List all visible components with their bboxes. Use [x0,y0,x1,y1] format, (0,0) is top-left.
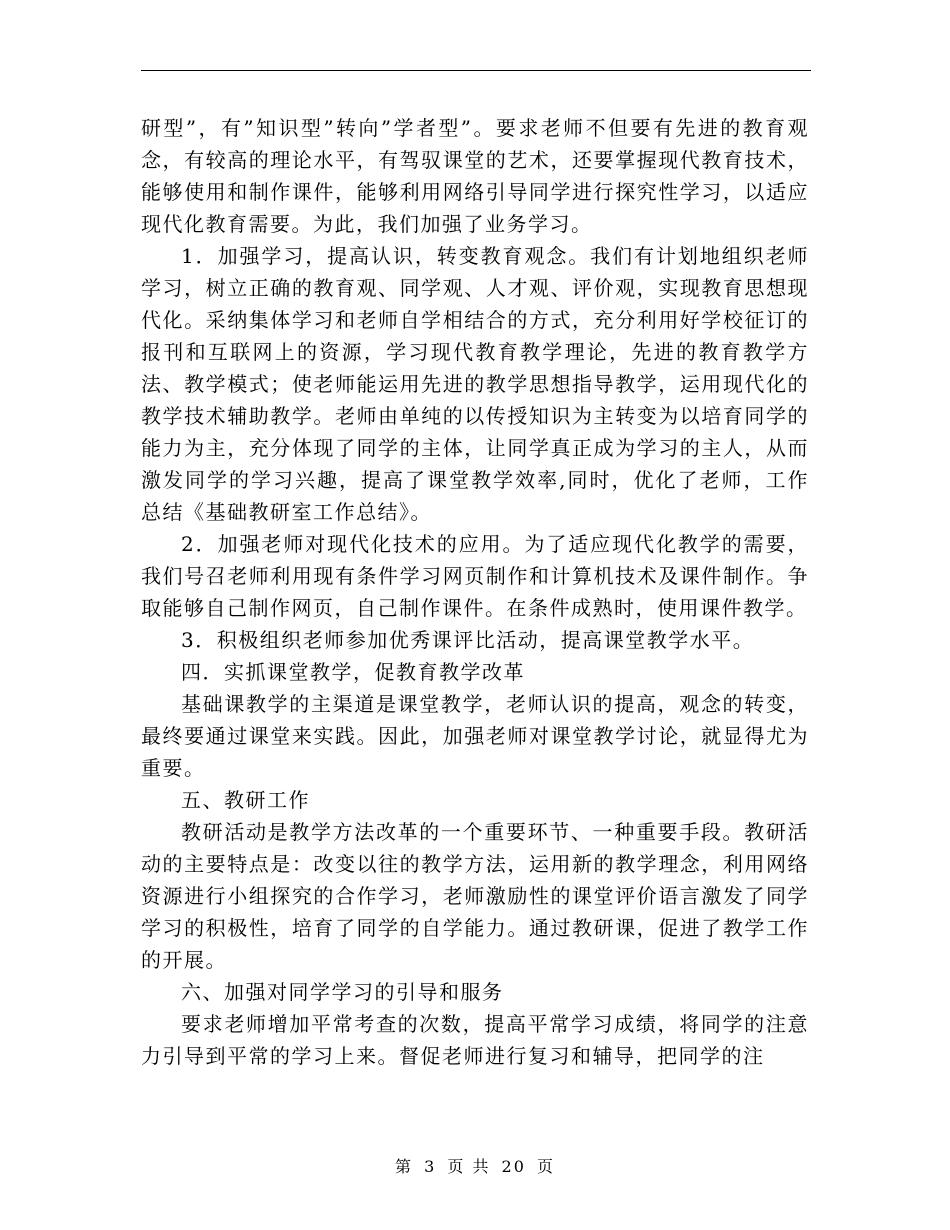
page-suffix: 页 [537,1157,556,1176]
paragraph-continuation: 研型”，有”知识型”转向”学者型”。要求老师不但要有先进的教育观念，有较高的理论水平，有驾驭课堂的艺术，还要掌握现代教育技术，能够使用和制作课件，能够利用网络引导同学进行探究性学习，以适应现代化教育需要。为此，我们加强了业务学习。 [141,116,809,236]
page-number: 3 [424,1157,437,1176]
paragraph-section-5: 教研活动是教学方法改革的一个重要环节、一种重要手段。教研活动的主要特点是：改变以往的教学方法，运用新的教学理念，利用网络资源进行小组探究的合作学习，老师激励性的课堂评价语言激发了同学学习的积极性，培育了同学的自学能力。通过教研课，促进了教学工作的开展。 [141,820,809,972]
paragraph-section-4: 基础课教学的主渠道是课堂教学，老师认识的提高，观念的转变，最终要通过课堂来实践。因此，加强老师对课堂教学讨论，就显得尤为重要。 [141,692,809,780]
paragraph-item-3: 3．积极组织老师参加优秀课评比活动，提高课堂教学水平。 [181,628,755,652]
paragraph-section-6: 要求老师增加平常考查的次数，提高平常学习成绩，将同学的注意力引导到平常的学习上来。督促老师进行复习和辅导，把同学的注 [141,1012,809,1068]
document-body [141,112,809,1072]
header-rule [141,70,811,71]
section-heading-6: 六、加强对同学学习的引导和服务 [181,980,504,1004]
page-footer [0,1154,950,1177]
page-total: 20 [501,1157,526,1176]
section-heading-4: 四．实抓课堂教学，促教育教学改革 [181,660,525,684]
section-heading-5: 五、教研工作 [181,788,310,812]
paragraph-item-2: 2．加强老师对现代化技术的应用。为了适应现代化教学的需要，我们号召老师利用现有条件学习网页制作和计算机技术及课件制作。争取能够自己制作网页，自己制作课件。在条件成熟时，使用课件教学。 [141,532,809,620]
page-prefix: 第 [394,1157,413,1176]
page-middle: 页 共 [447,1157,491,1176]
paragraph-item-1: 1．加强学习，提高认识，转变教育观念。我们有计划地组织老师学习，树立正确的教育观、同学观、人才观、评价观，实现教育思想现代化。采纳集体学习和老师自学相结合的方式，充分利用好学校征订的报刊和互联网上的资源，学习现代教育教学理论，先进的教育教学方法、教学模式；使老师能运用先进的教学思想指导教学，运用现代化的教学技术辅助教学。老师由单纯的以传授知识为主转变为以培育同学的能力为主，充分体现了同学的主体，让同学真正成为学习的主人，从而激发同学的学习兴趣，提高了课堂教学效率,同时，优化了老师，工作总结《基础教研室工作总结》。 [141,244,809,524]
